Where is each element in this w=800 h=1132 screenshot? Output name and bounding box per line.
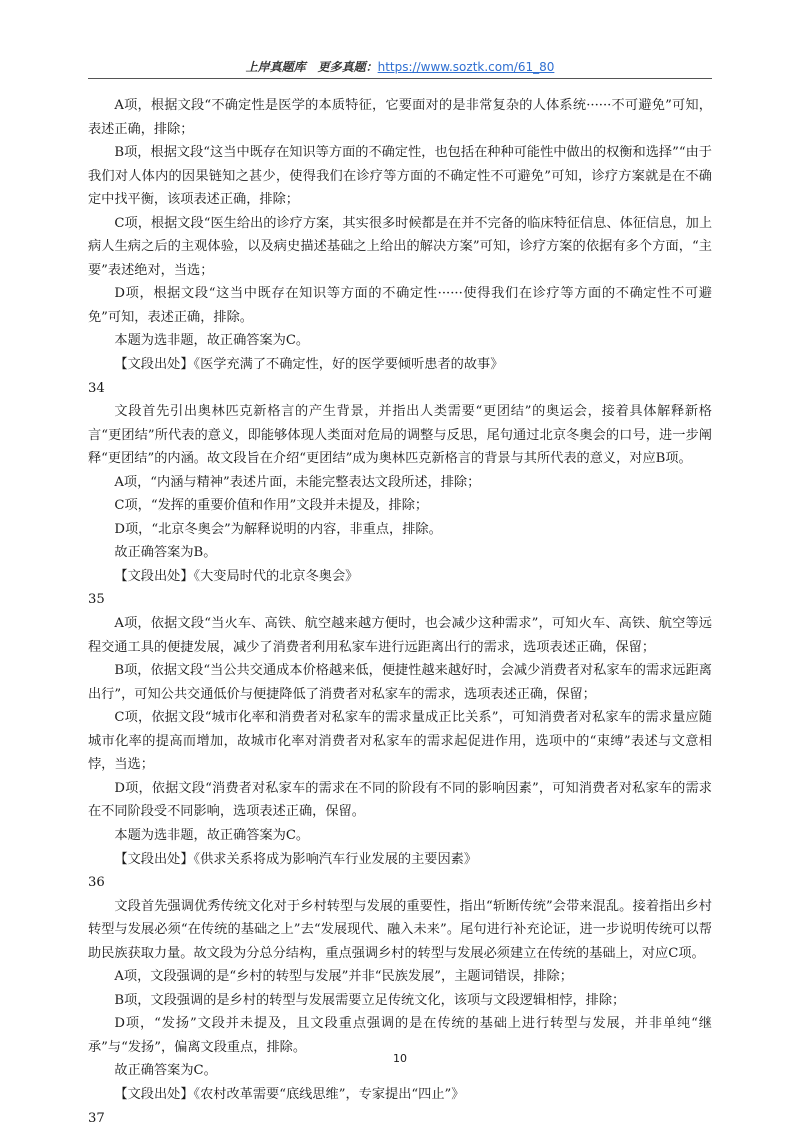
paragraph: C项，依据文段“城市化率和消费者对私家车的需求量成正比关系”，可知消费者对私家车的需求量应随城市化率的提高而增加，故城市化率对消费者对私家车的需求起促进作用，选项中的“束缚”表述与文意相悖，当选； bbox=[88, 710, 712, 773]
header-prefix: 上岸真题库 更多真题： bbox=[245, 60, 378, 74]
header-divider bbox=[88, 78, 712, 79]
paragraph: 故正确答案为C。 bbox=[114, 1063, 217, 1079]
document-body bbox=[88, 94, 712, 1130]
paragraph: C项，根据文段“医生给出的诊疗方案，其实很多时候都是在并不完备的临床特征信息、体征信息，加上病人生病之后的主观体验，以及病史描述基础之上给出的解决方案”可知，诊疗方案的依据有多个方面，“主要”表述绝对，当选； bbox=[88, 215, 712, 278]
paragraph: D项，根据文段“这当中既存在知识等方面的不确定性······使得我们在诊疗等方面的不确定性不可避免”可知，表述正确，排除。 bbox=[88, 286, 712, 325]
paragraph: 【文段出处】《农村改革需要“底线思维”，专家提出“四止”》 bbox=[114, 1086, 465, 1102]
question-number: 34 bbox=[88, 380, 105, 396]
paragraph: 【文段出处】《大变局时代的北京冬奥会》 bbox=[114, 568, 359, 584]
paragraph: D项，依据文段“消费者对私家车的需求在不同的阶段有不同的影响因素”，可知消费者对私家车的需求在不同阶段受不同影响，选项表述正确，保留。 bbox=[88, 780, 712, 820]
paragraph: D项，“发扬”文段并未提及，且文段重点强调的是在传统的基础上进行转型与发展，并非单纯“继承”与“发扬”，偏离文段重点，排除。 bbox=[88, 1016, 712, 1055]
question-number: 35 bbox=[88, 592, 105, 608]
paragraph: 文段首先引出奥林匹克新格言的产生背景，并指出人类需要“更团结”的奥运会，接着具体解释新格言“更团结”所代表的意义，即能够体现人类面对危局的调整与反思，尾句通过北京冬奥会的口号，进一步阐释“更团结”的内涵。故文段旨在介绍“更团结”成为奥林匹克新格言的背景与其所代表的意义，对应B项。 bbox=[88, 404, 712, 467]
paragraph: 【文段出处】《供求关系将成为影响汽车行业发展的主要因素》 bbox=[114, 851, 478, 867]
paragraph: 本题为选非题，故正确答案为C。 bbox=[114, 827, 310, 843]
paragraph: 【文段出处】《医学充满了不确定性，好的医学要倾听患者的故事》 bbox=[114, 357, 504, 373]
header-link[interactable]: https://www.soztk.com/61_80 bbox=[377, 60, 555, 74]
paragraph: B项，依据文段“当公共交通成本价格越来低，便捷性越来越好时，会减少消费者对私家车的需求远距离出行”，可知公共交通低价与便捷降低了消费者对私家车的需求，选项表述正确，保留； bbox=[88, 663, 712, 702]
paragraph: A项，根据文段“不确定性是医学的本质特征，它要面对的是非常复杂的人体系统······不可避免”可知，表述正确，排除； bbox=[88, 98, 712, 137]
page-header bbox=[88, 58, 712, 75]
paragraph: 文段首先强调优秀传统文化对于乡村转型与发展的重要性，指出“斩断传统”会带来混乱。接着指出乡村转型与发展必须“在传统的基础之上”去“发展现代、融入未来”。尾句进行补充论证，进一步说明传统可以帮助民族获取力量。故文段为分总分结构，重点强调乡村的转型与发展必须建立在传统的基础上，对应C项。 bbox=[88, 898, 712, 961]
paragraph: B项，根据文段“这当中既存在知识等方面的不确定性，也包括在种种可能性中做出的权衡和选择”“由于我们对人体内的因果链知之甚少，使得我们在诊疗等方面的不确定性不可避免”可知，诊疗方案就是在不确定中找平衡，该项表述正确，排除； bbox=[88, 145, 712, 208]
paragraph: D项，“北京冬奥会”为解释说明的内容，非重点，排除。 bbox=[114, 521, 442, 537]
paragraph: 本题为选非题，故正确答案为C。 bbox=[114, 333, 310, 349]
paragraph: A项，文段强调的是“乡村的转型与发展”并非“民族发展”，主题词错误，排除； bbox=[114, 969, 573, 985]
page-number: 10 bbox=[393, 1052, 407, 1065]
paragraph: A项，依据文段“当火车、高铁、航空越来越方便时，也会减少这种需求”，可知火车、高铁、航空等远程交通工具的便捷发展，减少了消费者利用私家车进行远距离出行的需求，选项表述正确，保留； bbox=[88, 616, 712, 655]
paragraph: A项，“内涵与精神”表述片面，未能完整表达文段所述，排除； bbox=[114, 474, 481, 490]
question-number: 36 bbox=[88, 875, 105, 891]
question-number: 37 bbox=[88, 1110, 105, 1126]
paragraph: 故正确答案为B。 bbox=[114, 545, 217, 561]
paragraph: C项，“发挥的重要价值和作用”文段并未提及，排除； bbox=[114, 498, 429, 514]
paragraph: B项，文段强调的是乡村的转型与发展需要立足传统文化，该项与文段逻辑相悖，排除； bbox=[114, 992, 626, 1008]
